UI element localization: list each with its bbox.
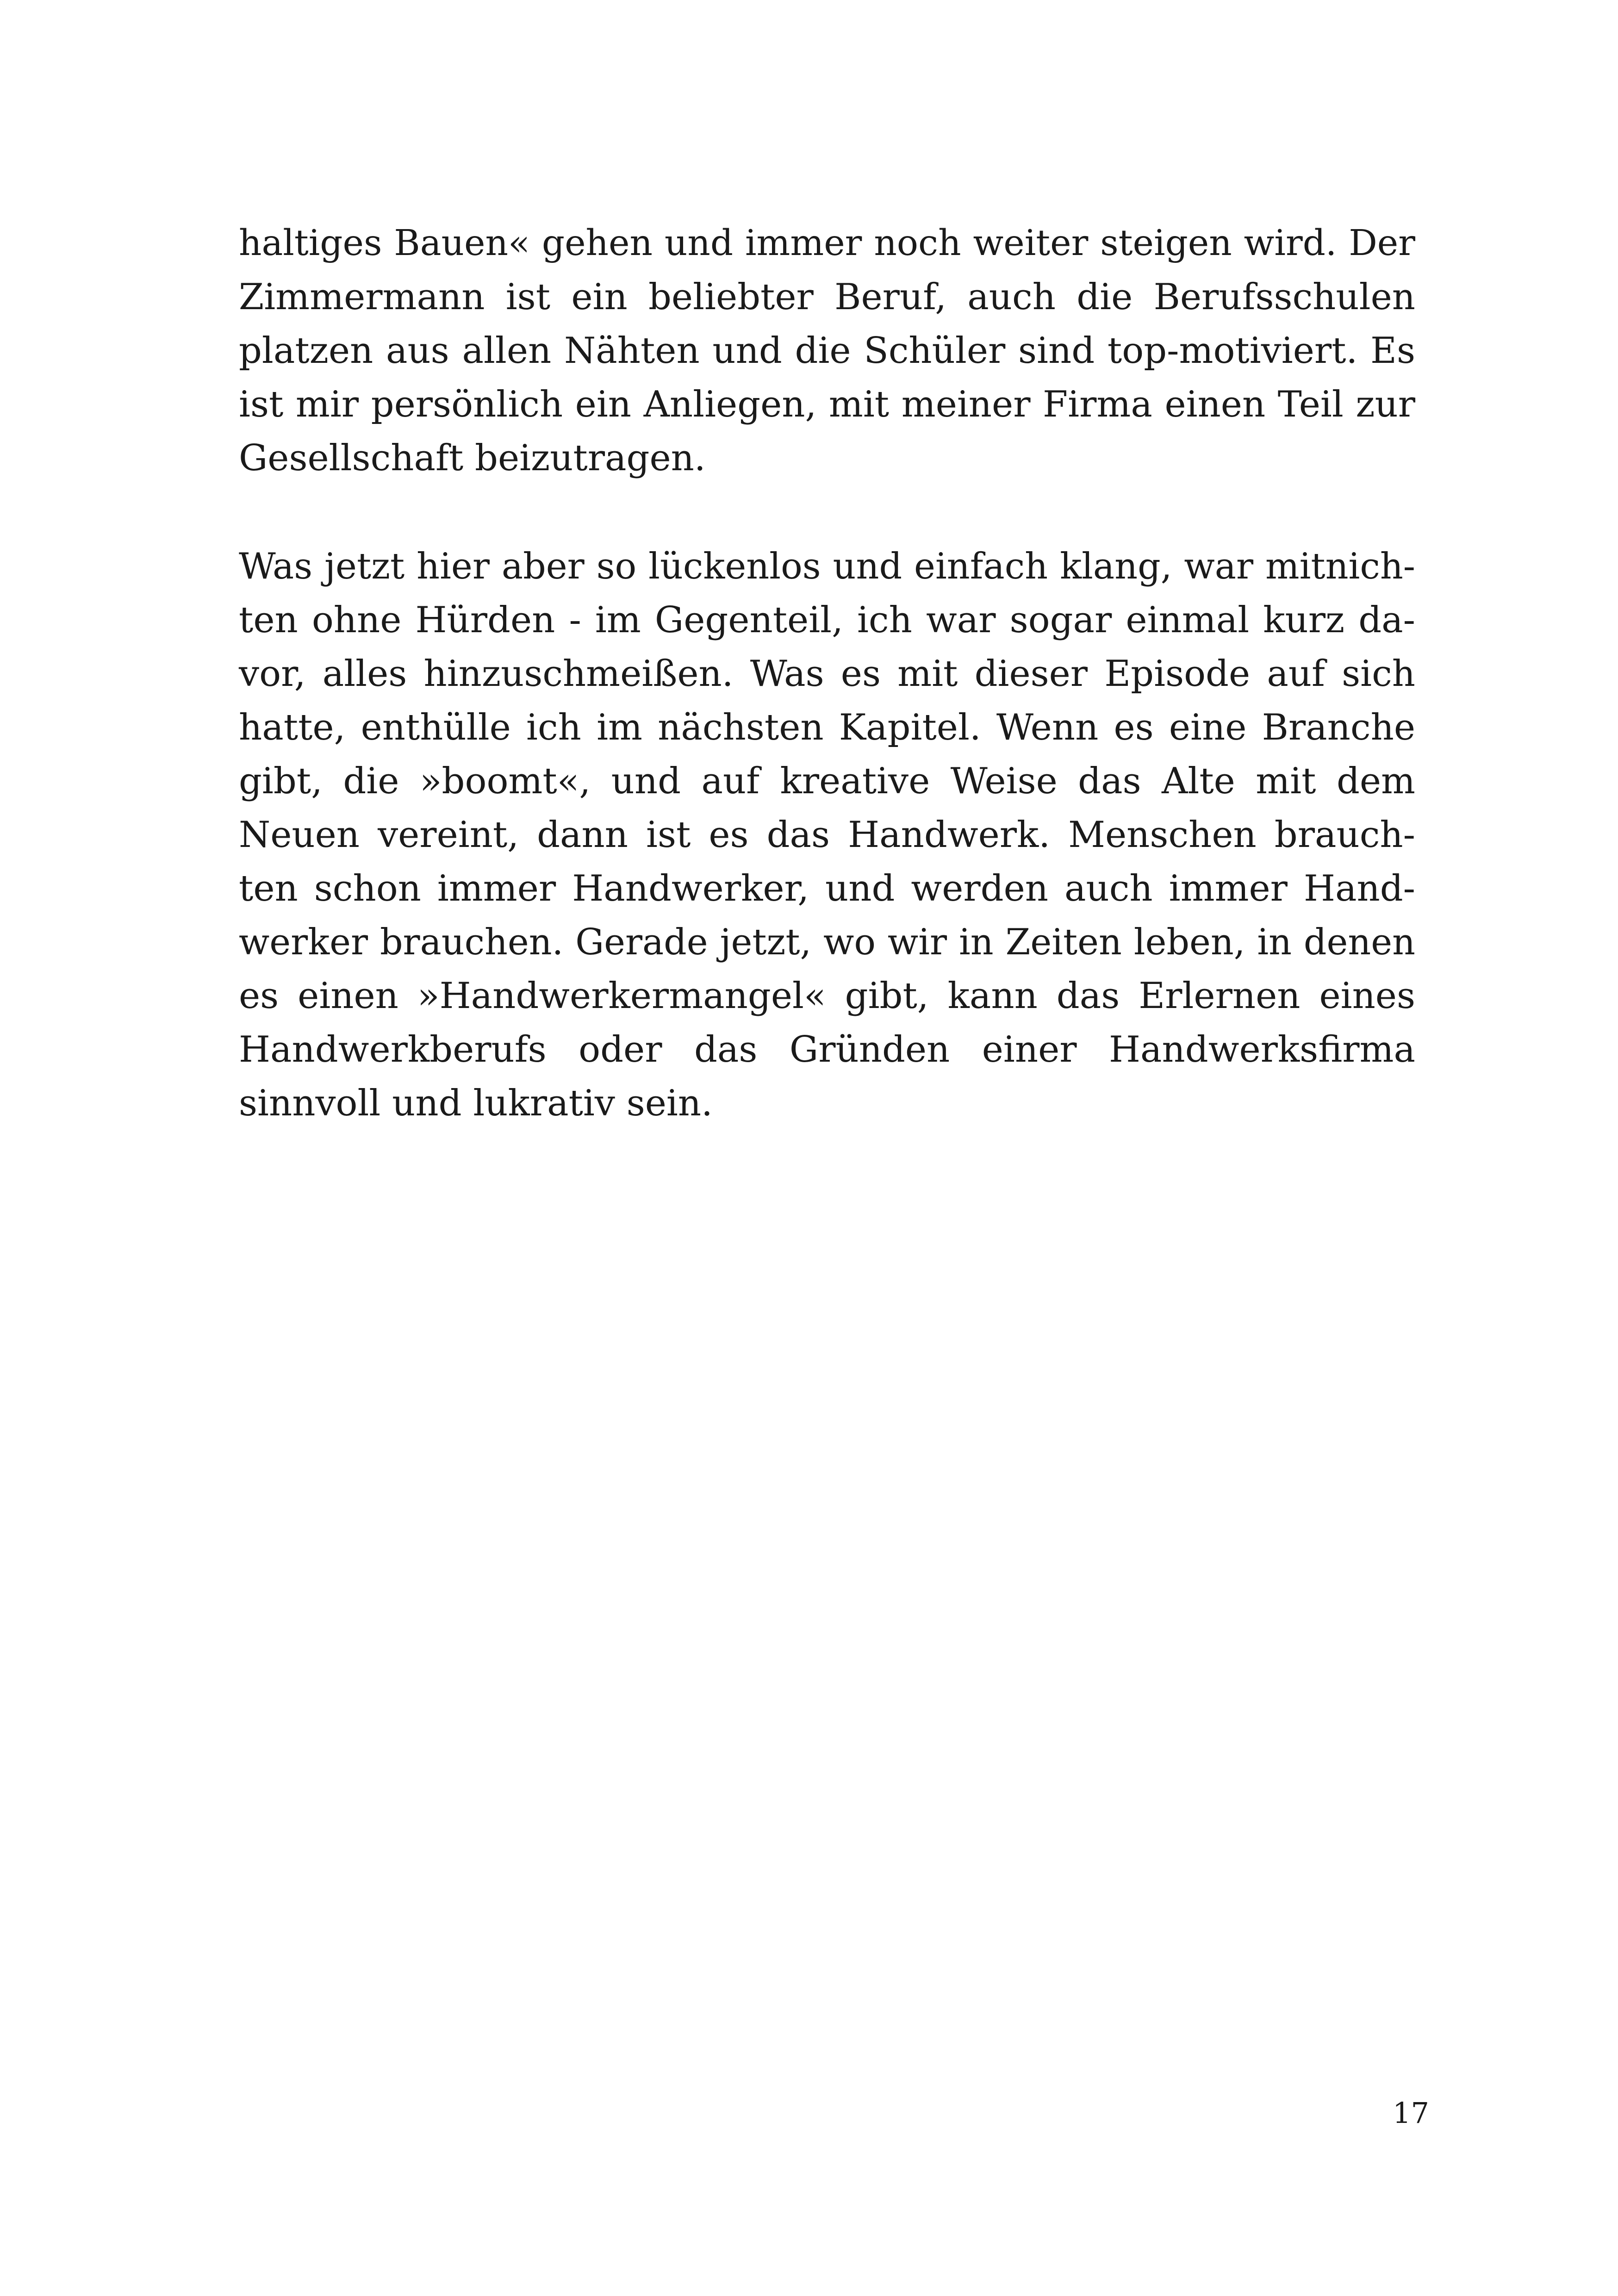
text-line: hatte, enthülle ich im nächsten Kapitel. Wenn es eine Branche — [239, 707, 1415, 748]
text-line: ten ohne Hürden - im Gegenteil, ich war sogar einmal kurz da- — [239, 599, 1415, 641]
text-line: werker brauchen. Gerade jetzt, wo wir in Zeiten leben, in denen — [239, 921, 1415, 963]
text-line: ist mir persönlich ein Anliegen, mit meiner Firma einen Teil zur — [239, 384, 1415, 425]
text-line: vor, alles hinzuschmeißen. Was es mit dieser Episode auf sich — [239, 653, 1415, 695]
text-line: ten schon immer Handwerker, und werden auch immer Hand- — [239, 868, 1415, 909]
text-line: Handwerkberufs oder das Gründen einer Handwerksfirma — [239, 1029, 1415, 1070]
page-number: 17 — [1393, 2096, 1429, 2130]
text-line: Zimmermann ist ein beliebter Beruf, auch die Berufsschulen — [239, 276, 1415, 318]
text-line: haltiges Bauen« gehen und immer noch weiter steigen wird. Der — [239, 223, 1415, 264]
text-line: sinnvoll und lukrativ sein. — [239, 1083, 713, 1124]
paragraph-2 — [239, 540, 1415, 1130]
text-line: Neuen vereint, dann ist es das Handwerk. Menschen brauch- — [239, 814, 1415, 856]
paragraph-spacer — [239, 485, 1415, 540]
text-line: gibt, die »boomt«, und auf kreative Weise das Alte mit dem — [239, 760, 1415, 802]
text-line: Was jetzt hier aber so lückenlos und einfach klang, war mitnich- — [239, 546, 1415, 587]
text-line: platzen aus allen Nähten und die Schüler sind top-motiviert. Es — [239, 330, 1415, 372]
text-line: Gesellschaft beizutragen. — [239, 437, 706, 479]
body-text — [239, 217, 1415, 1130]
text-line: es einen »Handwerkermangel« gibt, kann das Erlernen eines — [239, 975, 1415, 1017]
paragraph-1 — [239, 217, 1415, 485]
